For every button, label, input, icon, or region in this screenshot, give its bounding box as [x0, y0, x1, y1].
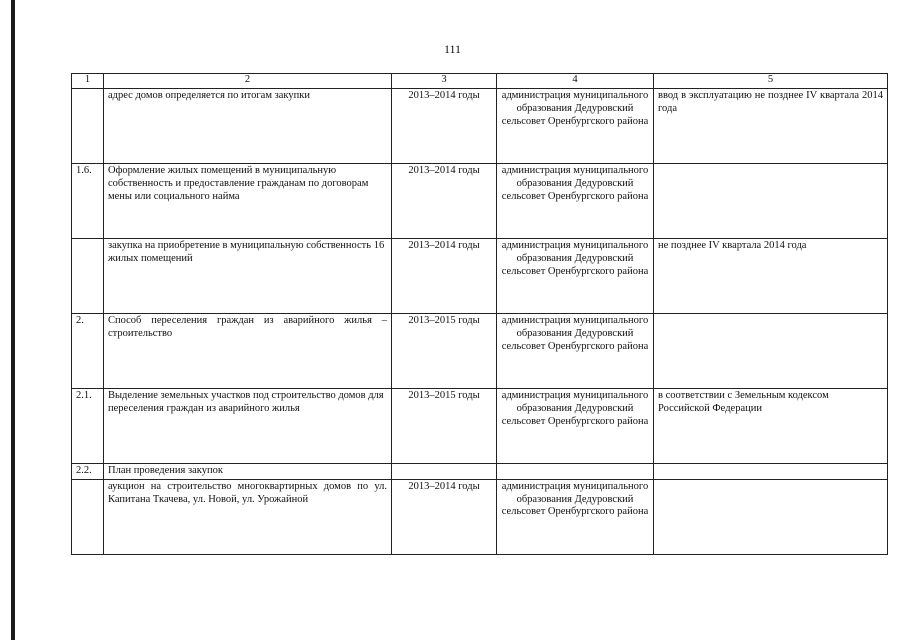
expected-result	[654, 479, 888, 554]
responsible-executor	[497, 464, 654, 480]
measure-description: Выделение земельных участков под строительство домов для переселения граждан из аварийного жилья	[104, 389, 392, 464]
implementation-period: 2013–2015 годы	[392, 389, 497, 464]
page-number: 111	[443, 42, 462, 56]
implementation-period: 2013–2014 годы	[392, 479, 497, 554]
table-row	[72, 389, 888, 464]
column-number-5: 5	[654, 74, 888, 89]
responsible-executor: администрация муниципального образования Дедуровский сельсовет Оренбургского района	[497, 89, 654, 164]
row-number	[72, 479, 104, 554]
responsible-executor: администрация муниципального образования Дедуровский сельсовет Оренбургского района	[497, 479, 654, 554]
expected-result	[654, 464, 888, 480]
scan-edge-shadow	[11, 0, 15, 640]
column-number-4: 4	[497, 74, 654, 89]
implementation-period: 2013–2014 годы	[392, 164, 497, 239]
measure-description: аукцион на строительство многоквартирных домов по ул. Капитана Ткачева, ул. Новой, ул. Урожайной	[104, 479, 392, 554]
implementation-period: 2013–2015 годы	[392, 314, 497, 389]
table-row	[72, 164, 888, 239]
implementation-period	[392, 464, 497, 480]
table-row	[72, 239, 888, 314]
row-number	[72, 239, 104, 314]
row-number: 1.6.	[72, 164, 104, 239]
row-number: 2.1.	[72, 389, 104, 464]
measures-table	[71, 73, 888, 555]
measure-description: Оформление жилых помещений в муниципальную собственность и предоставление гражданам по договорам мены или социального найма	[104, 164, 392, 239]
responsible-executor: администрация муниципального образования Дедуровский сельсовет Оренбургского района	[497, 239, 654, 314]
responsible-executor: администрация муниципального образования Дедуровский сельсовет Оренбургского района	[497, 164, 654, 239]
measure-description: закупка на приобретение в муниципальную собственность 16 жилых помещений	[104, 239, 392, 314]
column-number-row	[72, 74, 888, 89]
measure-description: План проведения закупок	[104, 464, 392, 480]
measure-description: адрес домов определяется по итогам закупки	[104, 89, 392, 164]
row-number: 2.	[72, 314, 104, 389]
column-number-2: 2	[104, 74, 392, 89]
implementation-period: 2013–2014 годы	[392, 239, 497, 314]
responsible-executor: администрация муниципального образования Дедуровский сельсовет Оренбургского района	[497, 389, 654, 464]
expected-result	[654, 164, 888, 239]
table-row	[72, 89, 888, 164]
responsible-executor: администрация муниципального образования Дедуровский сельсовет Оренбургского района	[497, 314, 654, 389]
column-number-3: 3	[392, 74, 497, 89]
expected-result	[654, 314, 888, 389]
column-number-1: 1	[72, 74, 104, 89]
expected-result: не позднее IV квартала 2014 года	[654, 239, 888, 314]
row-number	[72, 89, 104, 164]
table-row	[72, 479, 888, 554]
expected-result: ввод в эксплуатацию не позднее IV квартала 2014 года	[654, 89, 888, 164]
implementation-period: 2013–2014 годы	[392, 89, 497, 164]
row-number: 2.2.	[72, 464, 104, 480]
table-row	[72, 464, 888, 480]
measure-description: Способ переселения граждан из аварийного жилья – строительство	[104, 314, 392, 389]
table-row	[72, 314, 888, 389]
expected-result: в соответствии с Земельным кодексом Российской Федерации	[654, 389, 888, 464]
